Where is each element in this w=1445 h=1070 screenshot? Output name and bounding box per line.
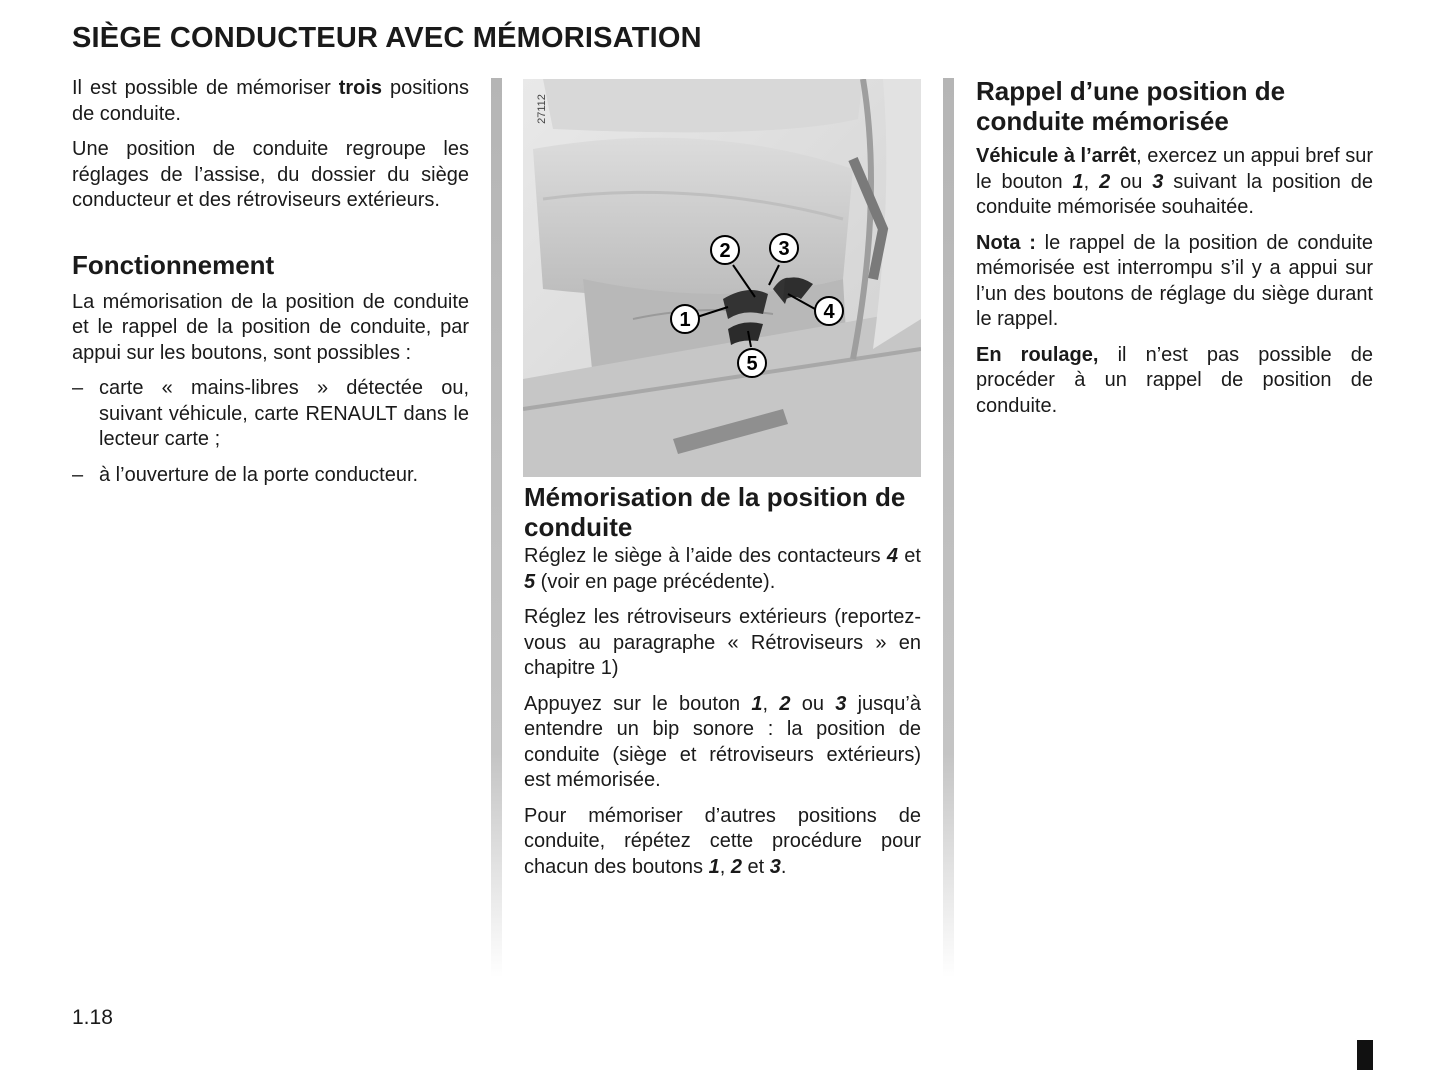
list-item: – carte « mains-libres » détectée ou, suivant véhicule, carte RENAULT dans le lecteur carte ; xyxy=(72,376,469,453)
step-paragraph: Pour mémoriser d’autres positions de conduite, répétez cette procédure pour chacun des boutons 1, 2 et 3. xyxy=(524,804,921,878)
column-separator xyxy=(943,78,954,978)
column-left xyxy=(72,76,469,498)
callout-1: 1 xyxy=(679,309,691,331)
note-paragraph: Nota : le rappel de la position de conduite mémorisée est interrompu s’il y a appui sur l’un des boutons de réglage du siège durant le rappel. xyxy=(976,231,1373,330)
driving-paragraph: En roulage, il n’est pas possible de procéder à un rappel de position de conduite. xyxy=(976,343,1374,417)
page-title: SIÈGE CONDUCTEUR AVEC MÉMORISATION xyxy=(72,22,702,54)
section-heading-fonctionnement: Fonctionnement xyxy=(72,249,275,280)
callout-4: 4 xyxy=(823,301,835,323)
section-heading-memorisation: Mémorisation de la position de conduite xyxy=(524,482,906,542)
conditions-list xyxy=(72,376,469,488)
column-middle xyxy=(524,482,921,890)
callout-5: 5 xyxy=(746,353,758,375)
section-heading-rappel: Rappel d’une position de conduite mémorisée xyxy=(976,76,1286,136)
operation-paragraph: La mémorisation de la position de conduite et le rappel de la position de conduite, par appui sur les boutons, sont possibles : xyxy=(72,290,469,364)
page-edge-marker xyxy=(1357,1040,1373,1070)
list-item: – à l’ouverture de la porte conducteur. xyxy=(72,463,469,489)
step-paragraph: Réglez les rétroviseurs extérieurs (reportez-vous au paragraphe « Rétroviseurs » en chapitre 1) xyxy=(524,606,921,679)
intro-paragraph: Il est possible de mémoriser trois positions de conduite. xyxy=(72,77,469,125)
callout-3: 3 xyxy=(778,238,790,260)
definition-paragraph: Une position de conduite regroupe les réglages de l’assise, du dossier du siège conducteur et des rétroviseurs extérieurs. xyxy=(72,138,469,211)
figure-reference: 27112 xyxy=(536,94,548,124)
seat-controls-photo xyxy=(523,79,921,477)
recall-paragraph: Véhicule à l’arrêt, exercez un appui bref sur le bouton 1, 2 ou 3 suivant la position de conduite mémorisée souhaitée. xyxy=(976,145,1374,218)
column-right xyxy=(976,76,1373,429)
callout-2: 2 xyxy=(719,240,731,262)
page-number: 1.18 xyxy=(72,1006,113,1029)
step-paragraph: Réglez le siège à l’aide des contacteurs 4 et 5 (voir en page précédente). xyxy=(524,545,921,593)
column-separator xyxy=(491,78,502,978)
step-paragraph: Appuyez sur le bouton 1, 2 ou 3 jusqu’à entendre un bip sonore : la position de conduite (siège et rétroviseurs extérieurs) est mémorisée. xyxy=(524,692,921,791)
